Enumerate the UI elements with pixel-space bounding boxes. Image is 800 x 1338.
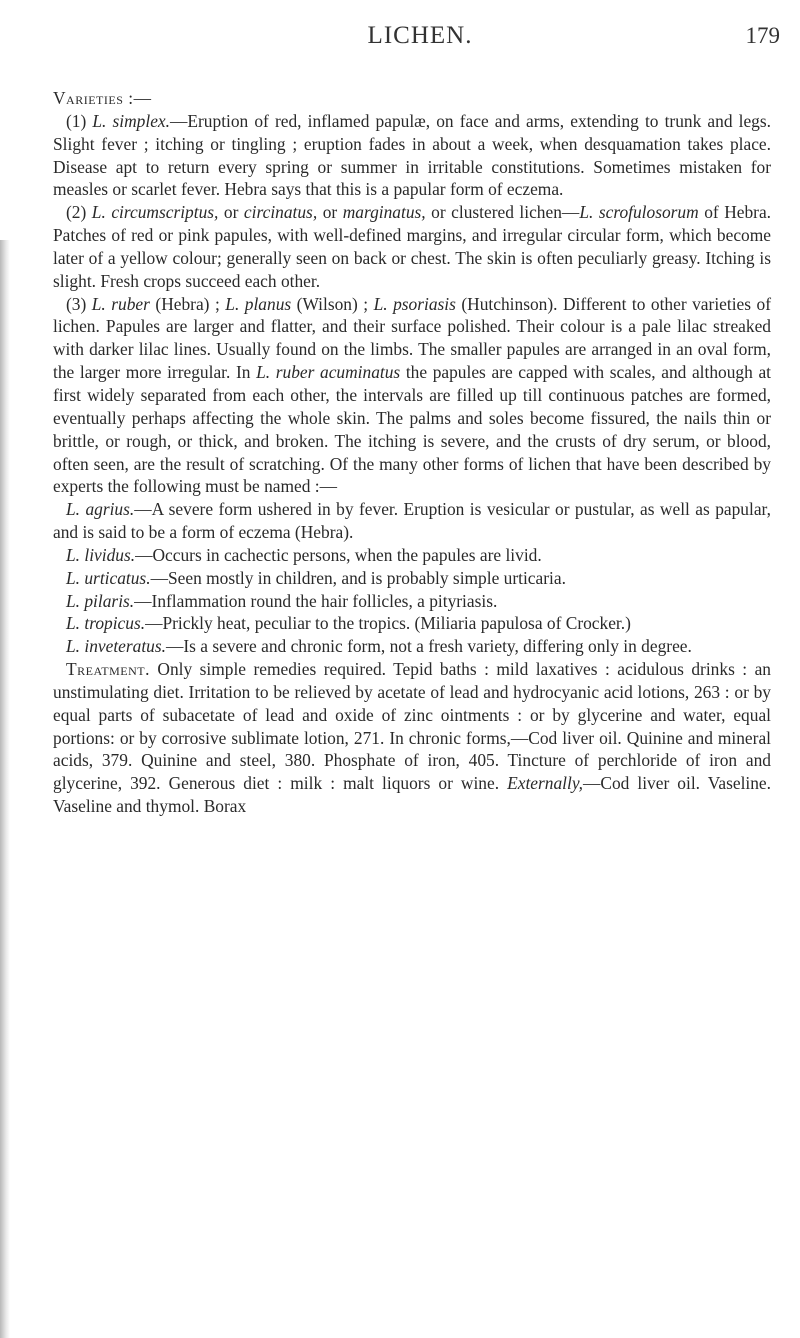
species-name: circinatus,	[243, 202, 318, 223]
page-header	[60, 22, 780, 62]
species-name: L. circumscriptus,	[91, 202, 219, 223]
variety-urticatus	[53, 567, 771, 590]
species-name: L. ruber acuminatus	[256, 362, 401, 383]
description-text: —A severe form ushered in by fever. Eruption is vesicular or pustular, as well as papular, and is said to be a form of eczema (Hebra).	[53, 499, 771, 543]
variety-circumscriptus	[53, 201, 771, 292]
description-text: the papules are capped with scales, and although at first widely separated from each other, the intervals are filled up till continuous patches are formed, eventually perhaps affecting the whole skin. The palms and soles become fissured, the nails thin or brittle, or rough, or thick, and broken. The itching is severe, and the crusts of dry serum, or blood, often seen, are the result of scratching. Of the many other forms of lichen that have been described by experts the following must be named :—	[53, 362, 771, 497]
species-name: L. lividus.	[66, 544, 136, 565]
description-text: (Hutchinson). Different to other varieties of lichen. Papules are larger and flatter, and their surface polished. Their colour is a pale lilac streaked with darker lilac lines. Usually found on the limbs. The smaller papules are arranged in an oval form, the larger more irregular. In	[53, 293, 771, 383]
species-name: L. pilaris.	[66, 590, 135, 611]
description-text: —Seen mostly in children, and is probably simple urticaria.	[150, 567, 566, 588]
species-name: L. urticatus.	[66, 567, 151, 588]
species-name: L. inveteratus.	[66, 636, 166, 657]
description-text: —Prickly heat, peculiar to the tropics. (Miliaria papulosa of Crocker.)	[145, 613, 631, 634]
species-name: L. simplex.	[92, 110, 170, 131]
item-number: (2)	[66, 202, 92, 223]
description-text: of Hebra. Patches of red or pink papules, with well-defined margins, and irregular circular form, which become later of a yellow colour; generally seen on back or chest. The skin is often peculiarly greasy. Itching is slight. Fresh crops succeed each other.	[53, 202, 772, 291]
variety-lividus	[53, 544, 771, 567]
connector-text: or	[317, 202, 343, 223]
externally-label: Externally,	[507, 773, 583, 794]
varieties-heading: Varieties :—	[53, 88, 152, 108]
authority-text: (Wilson) ;	[291, 293, 374, 314]
page-binding-shadow	[0, 240, 10, 1338]
variety-agrius	[53, 498, 771, 544]
connector-text: or	[218, 202, 244, 223]
treatment-text: Only simple remedies required. Tepid baths : mild laxatives : acidulous drinks : an unstimulating diet. Irritation to be relieved by acetate of lead and hydrocyanic acid lotions, 263 : or by equal parts of subacetate of lead and oxide of zinc ointments : or by glycerine and water, equal portions: or by corrosive sublimate lotion, 271. In chronic forms,—Cod liver oil. Quinine and mineral acids, 379. Quinine and steel, 380. Phosphate of iron, 405. Tincture of perchloride of iron and glycerine, 392. Generous diet : milk : malt liquors or wine.	[53, 659, 771, 794]
connector-text: or clustered lichen—	[425, 202, 580, 223]
treatment-section	[53, 658, 771, 818]
variety-tropicus	[53, 612, 771, 635]
item-number: (1)	[66, 110, 93, 131]
variety-pilaris	[53, 590, 771, 613]
description-text: —Is a severe and chronic form, not a fresh variety, differing only in degree.	[166, 636, 692, 657]
species-name: marginatus,	[342, 202, 426, 223]
species-name: L. planus	[225, 293, 292, 314]
species-name: L. psoriasis	[373, 293, 456, 314]
species-name: L. scrofulosorum	[579, 202, 699, 223]
article-body	[53, 87, 771, 818]
variety-ruber	[53, 293, 771, 499]
variety-simplex	[53, 110, 771, 201]
page-number: 179	[745, 23, 780, 48]
description-text: —Inflammation round the hair follicles, a pityriasis.	[134, 590, 498, 611]
item-number: (3)	[66, 293, 92, 314]
description-text: —Occurs in cachectic persons, when the papules are livid.	[135, 544, 542, 565]
species-name: L. ruber	[91, 293, 150, 314]
treatment-external-text: —Cod liver oil. Vaseline. Vaseline and thymol. Borax	[53, 773, 771, 817]
treatment-label: Treatment.	[66, 659, 150, 680]
species-name: L. agrius.	[66, 499, 135, 520]
running-title: LICHEN.	[367, 22, 473, 49]
variety-inveteratus	[53, 635, 771, 658]
authority-text: (Hebra) ;	[149, 293, 226, 314]
species-name: L. tropicus.	[66, 613, 146, 634]
description-text: —Eruption of red, inflamed papulæ, on face and arms, extending to trunk and legs. Slight fever ; itching or tingling ; eruption fades in about a week, when desquamation takes place. Disease apt to return every spring or summer in irritable constitutions. Sometimes mistaken for measles or scarlet fever. Hebra says that this is a papular form of eczema.	[53, 110, 771, 200]
